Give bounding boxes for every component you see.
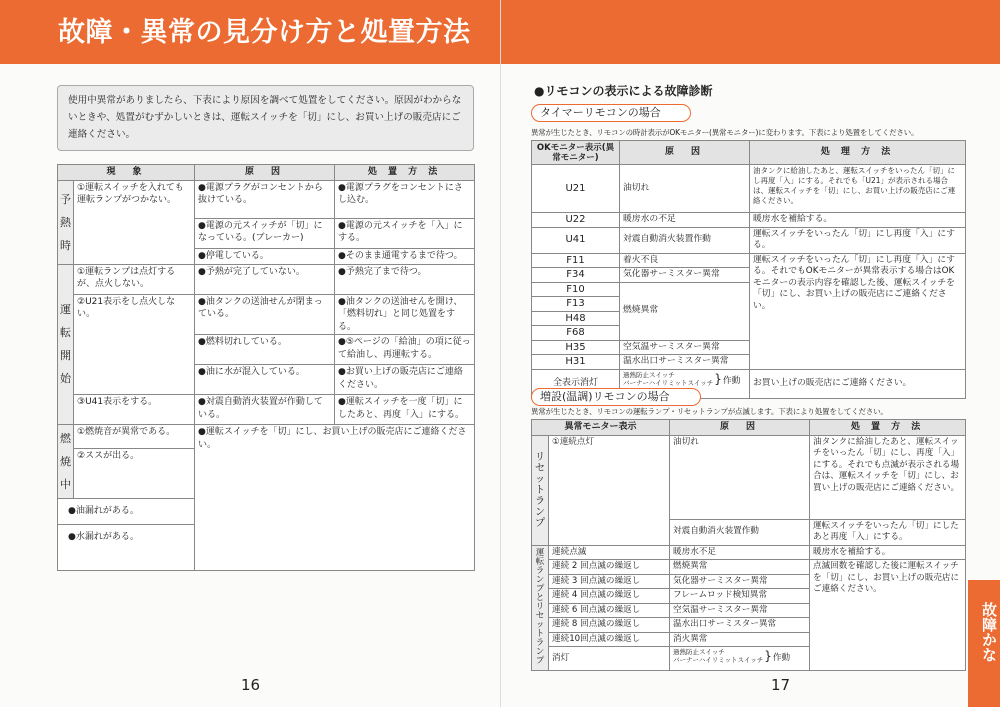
table-row xyxy=(532,435,966,519)
monitor-cell: 連続 6 回点滅の繰返し xyxy=(549,603,670,618)
cause-cell: 温水出口サーミスター異常 xyxy=(670,618,810,633)
remedy-cell: お買い上げの販売店にご連絡ください。 xyxy=(750,369,966,398)
code-cell: U22 xyxy=(532,213,620,228)
remedy-cell: 運転スイッチをいったん「切」にし再度「入」にする。 xyxy=(750,227,966,253)
cause-cell: ●油タンクの送油せんが閉まっている。 xyxy=(195,294,335,335)
monitor-cell: 連続 2 回点滅の繰返し xyxy=(549,560,670,575)
section-title: ●リモコンの表示による故障診断 xyxy=(534,84,713,98)
timer-remote-table xyxy=(531,140,966,399)
header-remedy: 処 理 方 法 xyxy=(750,141,966,165)
code-cell: H31 xyxy=(532,355,620,370)
code-cell: F13 xyxy=(532,297,620,312)
cause-cell: 燃焼異常 xyxy=(620,282,750,340)
phenomenon-cell: ③U41表示をする。 xyxy=(74,395,195,425)
title-banner xyxy=(0,0,500,64)
table-header-row xyxy=(532,141,966,165)
cause-cell: 空気温サーミスター異常 xyxy=(620,340,750,355)
phenomenon-cell: ②ススが出る。 xyxy=(74,449,195,499)
header-monitor: 異常モニター表示 xyxy=(532,420,670,436)
table-row xyxy=(58,294,475,335)
remedy-cell: 暖房水を補給する。 xyxy=(810,545,966,560)
monitor-cell: 連続 4 回点滅の繰返し xyxy=(549,589,670,604)
table-row xyxy=(532,253,966,268)
cause-cell xyxy=(670,647,810,671)
brace-glyph: } xyxy=(764,649,772,663)
cause-cell: フレームロッド検知異常 xyxy=(670,589,810,604)
activation-label: 作動 xyxy=(722,375,741,386)
cause-cell: 対震自動消火装置作動 xyxy=(620,227,750,253)
table-row xyxy=(532,545,966,560)
cause-cell: 燃焼異常 xyxy=(670,560,810,575)
cause-cell: 消火異常 xyxy=(670,632,810,647)
cause-cell: 対震自動消火装置作動 xyxy=(670,519,810,545)
additional-remote-note: 異常が生じたとき、リモコンの運転ランプ・リセットランプが点滅します。下表により処置をしてください。 xyxy=(531,407,888,416)
monitor-cell: 消灯 xyxy=(549,647,670,671)
code-cell: F34 xyxy=(532,268,620,283)
monitor-cell: 連続 3 回点滅の繰返し xyxy=(549,574,670,589)
monitor-cell: ①連続点灯 xyxy=(549,435,670,545)
additional-remote-table xyxy=(531,419,966,671)
cause-cell: 油切れ xyxy=(670,435,810,519)
code-cell: U41 xyxy=(532,227,620,253)
remedy-cell: 運転スイッチをいったん「切」にし再度「入」にする。それでもOKモニターが異常表示する場合はOKモニターの表示内容を確認した後、運転スイッチを「切」にし、お買い上げの販売店にご連絡ください。 xyxy=(750,253,966,369)
phenomenon-cell: ●油漏れがある。 xyxy=(58,499,195,525)
cause-cell: 気化器サーミスター異常 xyxy=(620,268,750,283)
header-cause: 原 因 xyxy=(195,165,335,181)
header-phenomenon: 現 象 xyxy=(58,165,195,181)
troubleshooting-table xyxy=(57,164,475,571)
phenomenon-cell: ①運転ランプは点灯するが、点火しない。 xyxy=(74,264,195,294)
cause-cell: ●停電している。 xyxy=(195,248,335,264)
timer-remote-note: 異常が生じたとき、リモコンの時計表示がOKモニター(異常モニター)に変わります。下表により処置をしてください。 xyxy=(531,128,919,137)
table-row xyxy=(58,425,475,449)
header-remedy: 処 置 方 法 xyxy=(335,165,475,181)
table-header-row xyxy=(58,165,475,181)
cause-cell: ●予熱が完了していない。 xyxy=(195,264,335,294)
code-cell: 全表示消灯 xyxy=(532,369,620,398)
cause-cell: ●対震自動消火装置が作動している。 xyxy=(195,395,335,425)
code-cell: U21 xyxy=(532,165,620,213)
cause-cell: 暖房水不足 xyxy=(670,545,810,560)
intro-box: 使用中異常がありましたら、下表により原因を調べて処置をしてください。原因がわからないときや、処置がむずかしいときは、運転スイッチを「切」にし、お買い上げの販売店にご連絡ください。 xyxy=(57,85,474,151)
code-cell: H48 xyxy=(532,311,620,326)
remedy-cell: ●運転スイッチを一度「切」にしたあと、再度「入」にする。 xyxy=(335,395,475,425)
timer-remote-heading: タイマーリモコンの場合 xyxy=(531,104,691,122)
phenomenon-cell: ●水漏れがある。 xyxy=(58,525,195,571)
overheat-switch-label: 過熱防止スイッチ xyxy=(673,648,725,656)
header-cause: 原 因 xyxy=(670,420,810,436)
group-operation: 運転開始 xyxy=(58,264,74,425)
cause-cell: 気化器サーミスター異常 xyxy=(670,574,810,589)
cause-cell: 油切れ xyxy=(620,165,750,213)
monitor-cell: 連続点滅 xyxy=(549,545,670,560)
code-cell: F68 xyxy=(532,326,620,341)
cause-cell: 温水出口サーミスター異常 xyxy=(620,355,750,370)
cause-cell: ●燃料切れしている。 xyxy=(195,335,335,365)
code-cell: F10 xyxy=(532,282,620,297)
remedy-cell: 油タンクに給油したあと、運転スイッチをいったん「切」にし再度「入」にする。それでも「U21」が表示される場合は、運転スイッチを「切」にし、お買い上げの販売店にご連絡ください。 xyxy=(750,165,966,213)
brace-glyph: } xyxy=(714,371,722,386)
table-header-row xyxy=(532,420,966,436)
page-number: 17 xyxy=(771,676,791,694)
remedy-cell: ●運転スイッチを「切」にし、お買い上げの販売店にご連絡ください。 xyxy=(195,425,475,571)
code-cell: F11 xyxy=(532,253,620,268)
cause-cell: 空気温サーミスター異常 xyxy=(670,603,810,618)
remedy-cell: ●油タンクの送油せんを開け、「燃料切れ」と同じ処置をする。 xyxy=(335,294,475,335)
activation-label: 作動 xyxy=(772,653,791,663)
cause-cell: 着火不良 xyxy=(620,253,750,268)
remedy-cell: ●⑤ページの「給油」の項に従って給油し、再運転する。 xyxy=(335,335,475,365)
remedy-cell: 運転スイッチをいったん「切」にしたあと再度「入」にする。 xyxy=(810,519,966,545)
monitor-cell: 連続10回点滅の繰返し xyxy=(549,632,670,647)
group-combustion: 燃焼中 xyxy=(58,425,74,499)
table-row xyxy=(532,227,966,253)
cause-cell: 暖房水の不足 xyxy=(620,213,750,228)
table-row xyxy=(58,395,475,425)
remedy-cell: ●電源プラグをコンセントにさし込む。 xyxy=(335,180,475,218)
remedy-cell: 暖房水を補給する。 xyxy=(750,213,966,228)
table-row xyxy=(532,165,966,213)
table-row xyxy=(532,213,966,228)
cause-cell: ●電源プラグがコンセントから抜けている。 xyxy=(195,180,335,218)
monitor-cell: 連続 8 回点滅の繰返し xyxy=(549,618,670,633)
remedy-cell: 点滅回数を確認した後に運転スイッチを「切」にし、お買い上げの販売店にご連絡ください。 xyxy=(810,560,966,671)
phenomenon-cell: ①燃焼音が異常である。 xyxy=(74,425,195,449)
title-banner xyxy=(501,0,1000,64)
header-monitor: OKモニター表示(異常モニター) xyxy=(532,141,620,165)
additional-remote-heading: 増設(温調)リモコンの場合 xyxy=(531,388,701,406)
header-cause: 原 因 xyxy=(620,141,750,165)
remedy-cell: ●予熱完了まで待つ。 xyxy=(335,264,475,294)
phenomenon-cell: ①運転スイッチを入れても運転ランプがつかない。 xyxy=(74,180,195,264)
remedy-cell: 油タンクに給油したあと、運転スイッチをいったん「切」にし、再度「入」にする。それでも点滅が表示される場合は、運転スイッチを「切」にし、お買い上げの販売店にご連絡ください。 xyxy=(810,435,966,519)
high-limit-switch-label: バーナーハイリミットスイッチ xyxy=(623,378,714,387)
high-limit-switch-label: バーナーハイリミットスイッチ xyxy=(673,656,764,664)
remedy-cell: ●電源の元スイッチを「入」にする。 xyxy=(335,218,475,248)
remedy-cell: ●お買い上げの販売店にご連絡ください。 xyxy=(335,365,475,395)
table-row xyxy=(58,180,475,218)
phenomenon-cell: ②U21表示をし点火しない。 xyxy=(74,294,195,395)
table-row xyxy=(58,264,475,294)
cause-cell: ●油に水が混入している。 xyxy=(195,365,335,395)
page-number: 16 xyxy=(241,676,261,694)
remedy-cell: ●そのまま通電するまで待つ。 xyxy=(335,248,475,264)
group-preheat: 予熱時 xyxy=(58,180,74,264)
header-remedy: 処 置 方 法 xyxy=(810,420,966,436)
group-reset-lamp: リセットランプ xyxy=(532,435,549,545)
group-both-lamps: 運転ランプとリセットランプ xyxy=(532,545,549,671)
page-title: 故障・異常の見分け方と処置方法 xyxy=(58,17,471,48)
overheat-switch-label: 過熱防止スイッチ xyxy=(623,370,675,379)
side-index-tab: 故障かな xyxy=(968,580,1000,707)
table-row xyxy=(532,560,966,575)
right-page xyxy=(500,0,1000,707)
cause-cell: ●電源の元スイッチが「切」になっている。(ブレーカー) xyxy=(195,218,335,248)
code-cell: H35 xyxy=(532,340,620,355)
